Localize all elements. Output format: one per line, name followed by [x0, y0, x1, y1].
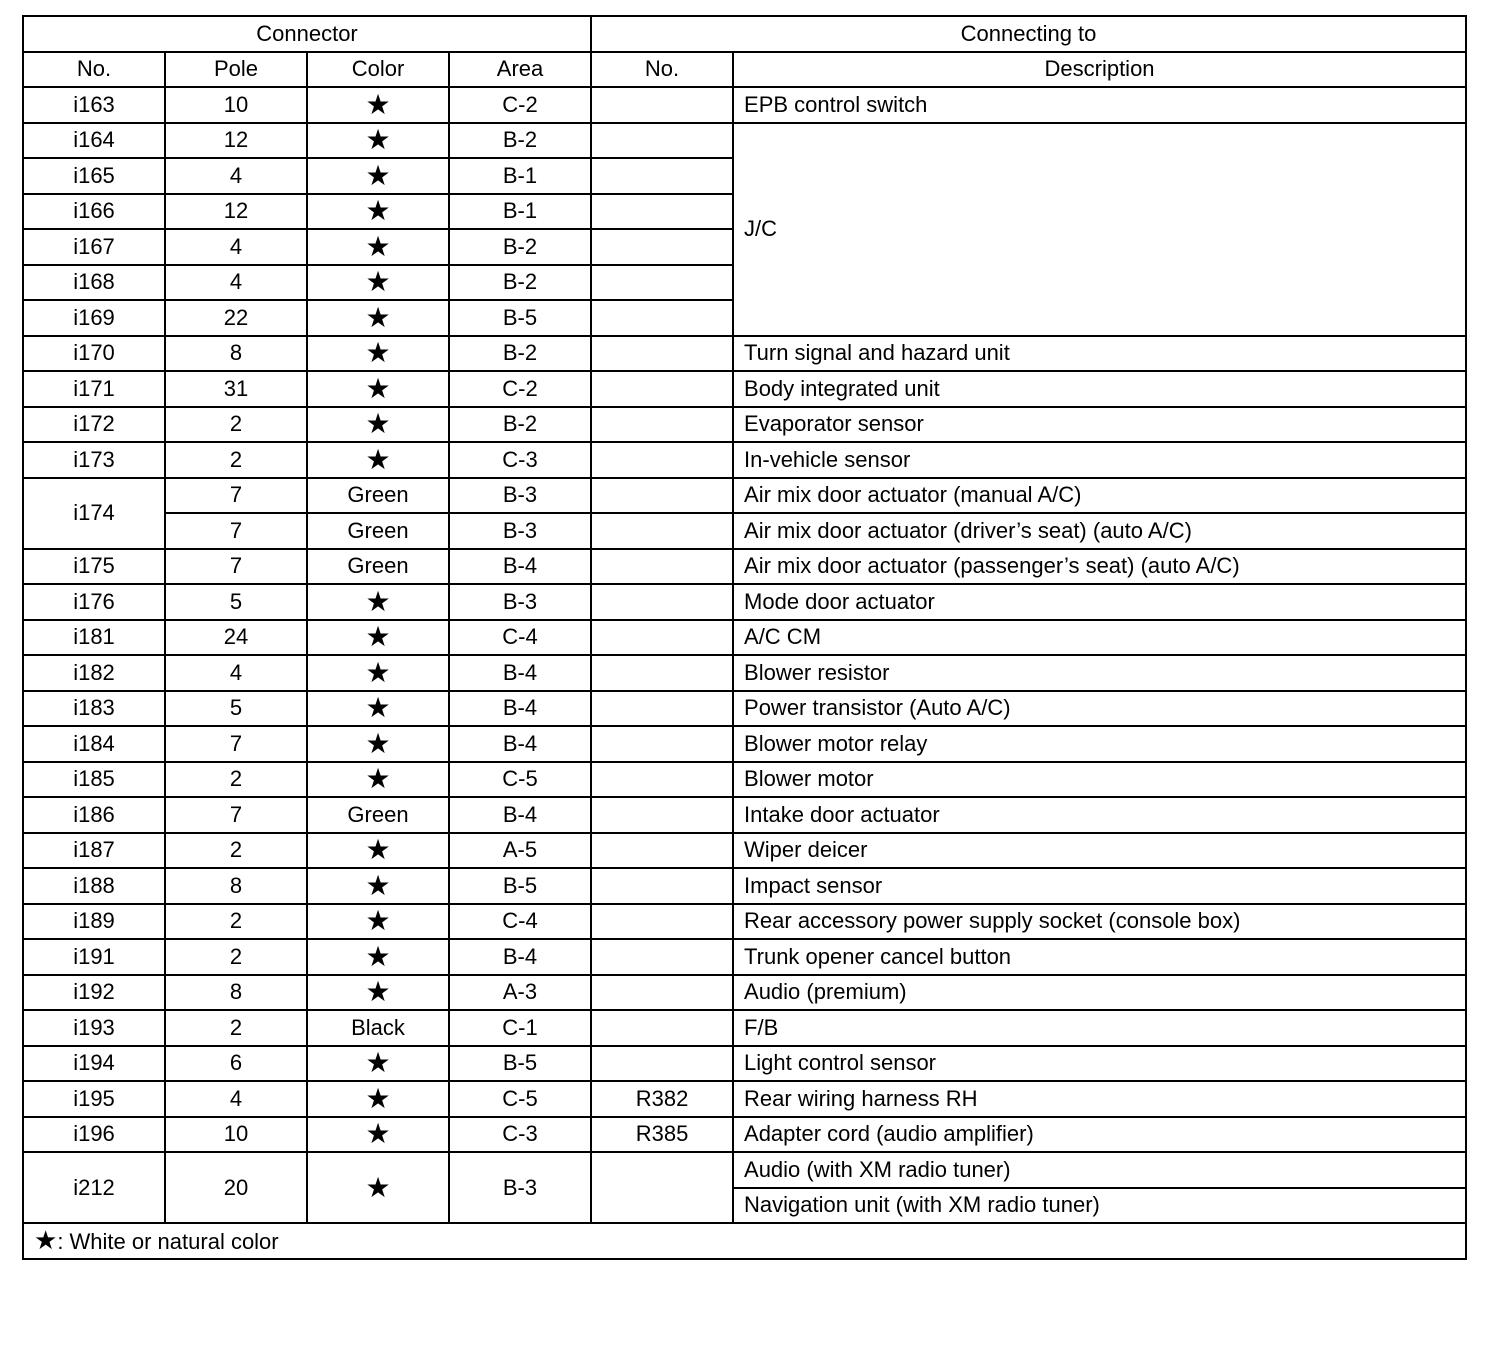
column-header-row [23, 52, 1466, 88]
cell-area: B-4 [449, 726, 591, 762]
header-connecting-to: Connecting to [591, 16, 1466, 52]
cell-description: Body integrated unit [733, 371, 1466, 407]
cell-area: B-4 [449, 549, 591, 585]
cell-color: ★ [307, 336, 449, 372]
cell-connecting-no [591, 975, 733, 1011]
cell-connecting-no [591, 655, 733, 691]
table-row [23, 762, 1466, 798]
cell-area: B-2 [449, 336, 591, 372]
header-description: Description [733, 52, 1466, 88]
cell-description: Blower motor relay [733, 726, 1466, 762]
cell-no: i189 [23, 904, 165, 940]
cell-area: B-5 [449, 300, 591, 336]
cell-no: i212 [23, 1152, 165, 1223]
cell-connecting-no [591, 123, 733, 159]
cell-description: Rear accessory power supply socket (console box) [733, 904, 1466, 940]
cell-pole: 7 [165, 549, 307, 585]
cell-connecting-no [591, 87, 733, 123]
table-row [23, 975, 1466, 1011]
cell-area: B-3 [449, 478, 591, 514]
cell-color: ★ [307, 655, 449, 691]
cell-pole: 6 [165, 1046, 307, 1082]
cell-no: i173 [23, 442, 165, 478]
table-row [23, 442, 1466, 478]
header-connecting-no: No. [591, 52, 733, 88]
legend-text: : White or natural color [57, 1228, 279, 1254]
cell-connecting-no: R382 [591, 1081, 733, 1117]
cell-connecting-no [591, 229, 733, 265]
cell-no: i192 [23, 975, 165, 1011]
cell-pole: 4 [165, 229, 307, 265]
cell-pole: 2 [165, 407, 307, 443]
cell-color: ★ [307, 1152, 449, 1223]
cell-area: C-5 [449, 1081, 591, 1117]
cell-description: Air mix door actuator (driver’s seat) (auto A/C) [733, 513, 1466, 549]
cell-color: Green [307, 797, 449, 833]
cell-area: C-4 [449, 620, 591, 656]
cell-description: Blower motor [733, 762, 1466, 798]
cell-color: ★ [307, 975, 449, 1011]
cell-description: Turn signal and hazard unit [733, 336, 1466, 372]
cell-pole: 4 [165, 265, 307, 301]
cell-pole: 7 [165, 726, 307, 762]
cell-pole: 4 [165, 655, 307, 691]
cell-description: Adapter cord (audio amplifier) [733, 1117, 1466, 1153]
cell-no: i163 [23, 87, 165, 123]
cell-color: ★ [307, 158, 449, 194]
cell-color: Green [307, 478, 449, 514]
table-row [23, 1081, 1466, 1117]
cell-area: B-5 [449, 868, 591, 904]
cell-connecting-no [591, 336, 733, 372]
cell-color: ★ [307, 833, 449, 869]
cell-area: B-2 [449, 265, 591, 301]
cell-no: i164 [23, 123, 165, 159]
cell-no: i171 [23, 371, 165, 407]
cell-description: Light control sensor [733, 1046, 1466, 1082]
cell-description: In-vehicle sensor [733, 442, 1466, 478]
table-row [23, 833, 1466, 869]
cell-description: Air mix door actuator (passenger’s seat) (auto A/C) [733, 549, 1466, 585]
connector-table-container [22, 15, 1465, 1260]
cell-area: C-2 [449, 87, 591, 123]
table-row [23, 1046, 1466, 1082]
cell-pole: 8 [165, 975, 307, 1011]
cell-connecting-no [591, 904, 733, 940]
table-row [23, 620, 1466, 656]
cell-area: B-4 [449, 797, 591, 833]
table-row [23, 939, 1466, 975]
table-row [23, 1010, 1466, 1046]
cell-connecting-no [591, 691, 733, 727]
cell-description: Air mix door actuator (manual A/C) [733, 478, 1466, 514]
cell-no: i195 [23, 1081, 165, 1117]
cell-connecting-no [591, 265, 733, 301]
cell-pole: 2 [165, 904, 307, 940]
cell-description: Navigation unit (with XM radio tuner) [733, 1188, 1466, 1224]
cell-pole: 10 [165, 1117, 307, 1153]
cell-color: ★ [307, 762, 449, 798]
cell-connecting-no: R385 [591, 1117, 733, 1153]
cell-pole: 2 [165, 939, 307, 975]
cell-area: B-4 [449, 655, 591, 691]
table-row [23, 478, 1466, 514]
cell-area: B-3 [449, 584, 591, 620]
cell-no: i182 [23, 655, 165, 691]
cell-area: A-5 [449, 833, 591, 869]
cell-description: Power transistor (Auto A/C) [733, 691, 1466, 727]
cell-color: ★ [307, 584, 449, 620]
cell-color: ★ [307, 691, 449, 727]
cell-description: EPB control switch [733, 87, 1466, 123]
cell-connecting-no [591, 868, 733, 904]
legend-row [23, 1223, 1466, 1259]
cell-connecting-no [591, 194, 733, 230]
table-row [23, 407, 1466, 443]
cell-pole: 12 [165, 123, 307, 159]
cell-color: ★ [307, 371, 449, 407]
cell-pole: 8 [165, 868, 307, 904]
cell-no: i186 [23, 797, 165, 833]
cell-color: ★ [307, 442, 449, 478]
cell-area: C-3 [449, 1117, 591, 1153]
table-row [23, 1117, 1466, 1153]
cell-area: B-2 [449, 123, 591, 159]
cell-pole: 7 [165, 513, 307, 549]
cell-color: ★ [307, 194, 449, 230]
cell-pole: 4 [165, 158, 307, 194]
cell-description: Audio (premium) [733, 975, 1466, 1011]
table-row [23, 868, 1466, 904]
cell-area: C-4 [449, 904, 591, 940]
cell-no: i174 [23, 478, 165, 549]
cell-pole: 8 [165, 336, 307, 372]
cell-area: C-2 [449, 371, 591, 407]
cell-description: Trunk opener cancel button [733, 939, 1466, 975]
cell-color: Green [307, 513, 449, 549]
cell-description: Wiper deicer [733, 833, 1466, 869]
cell-area: C-1 [449, 1010, 591, 1046]
cell-no: i183 [23, 691, 165, 727]
cell-color: ★ [307, 229, 449, 265]
cell-no: i172 [23, 407, 165, 443]
cell-color: ★ [307, 868, 449, 904]
cell-color: Black [307, 1010, 449, 1046]
cell-pole: 5 [165, 584, 307, 620]
cell-color: ★ [307, 407, 449, 443]
header-connector: Connector [23, 16, 591, 52]
legend [23, 1223, 1466, 1259]
cell-connecting-no [591, 300, 733, 336]
cell-no: i168 [23, 265, 165, 301]
table-row [23, 336, 1466, 372]
cell-connecting-no [591, 549, 733, 585]
cell-no: i169 [23, 300, 165, 336]
cell-connecting-no [591, 1046, 733, 1082]
cell-pole: 4 [165, 1081, 307, 1117]
cell-description: Evaporator sensor [733, 407, 1466, 443]
cell-area: B-2 [449, 407, 591, 443]
table-row [23, 584, 1466, 620]
cell-connecting-no [591, 478, 733, 514]
table-row [23, 549, 1466, 585]
cell-color: ★ [307, 1117, 449, 1153]
cell-area: B-4 [449, 691, 591, 727]
table-row [23, 513, 1466, 549]
cell-pole: 2 [165, 1010, 307, 1046]
table-row [23, 123, 1466, 159]
cell-no: i167 [23, 229, 165, 265]
table-row [23, 1152, 1466, 1188]
cell-no: i165 [23, 158, 165, 194]
cell-description: Rear wiring harness RH [733, 1081, 1466, 1117]
cell-description: F/B [733, 1010, 1466, 1046]
cell-color: ★ [307, 87, 449, 123]
cell-color: ★ [307, 265, 449, 301]
cell-pole: 24 [165, 620, 307, 656]
header-no: No. [23, 52, 165, 88]
cell-description: Mode door actuator [733, 584, 1466, 620]
cell-area: A-3 [449, 975, 591, 1011]
cell-connecting-no [591, 1010, 733, 1046]
cell-pole: 2 [165, 833, 307, 869]
cell-area: B-1 [449, 158, 591, 194]
cell-no: i184 [23, 726, 165, 762]
connector-table [22, 15, 1467, 1260]
cell-color: ★ [307, 904, 449, 940]
cell-connecting-no [591, 513, 733, 549]
cell-area: B-3 [449, 1152, 591, 1223]
cell-area: B-3 [449, 513, 591, 549]
cell-pole: 20 [165, 1152, 307, 1223]
cell-area: B-2 [449, 229, 591, 265]
table-row [23, 655, 1466, 691]
cell-pole: 2 [165, 762, 307, 798]
cell-connecting-no [591, 726, 733, 762]
cell-area: C-3 [449, 442, 591, 478]
cell-pole: 2 [165, 442, 307, 478]
cell-description: J/C [733, 123, 1466, 336]
cell-pole: 7 [165, 478, 307, 514]
cell-connecting-no [591, 1152, 733, 1223]
cell-description: Intake door actuator [733, 797, 1466, 833]
cell-description: Impact sensor [733, 868, 1466, 904]
cell-no: i188 [23, 868, 165, 904]
cell-connecting-no [591, 442, 733, 478]
cell-color: ★ [307, 300, 449, 336]
header-pole: Pole [165, 52, 307, 88]
cell-color: ★ [307, 620, 449, 656]
cell-no: i181 [23, 620, 165, 656]
cell-pole: 10 [165, 87, 307, 123]
cell-no: i185 [23, 762, 165, 798]
cell-connecting-no [591, 584, 733, 620]
cell-no: i193 [23, 1010, 165, 1046]
cell-no: i191 [23, 939, 165, 975]
table-row [23, 87, 1466, 123]
cell-connecting-no [591, 371, 733, 407]
cell-color: ★ [307, 939, 449, 975]
cell-color: ★ [307, 726, 449, 762]
cell-no: i170 [23, 336, 165, 372]
cell-description: A/C CM [733, 620, 1466, 656]
cell-pole: 22 [165, 300, 307, 336]
cell-area: B-1 [449, 194, 591, 230]
header-area: Area [449, 52, 591, 88]
cell-connecting-no [591, 407, 733, 443]
cell-area: C-5 [449, 762, 591, 798]
cell-description: Blower resistor [733, 655, 1466, 691]
cell-color: Green [307, 549, 449, 585]
cell-connecting-no [591, 939, 733, 975]
cell-description: Audio (with XM radio tuner) [733, 1152, 1466, 1188]
cell-color: ★ [307, 1081, 449, 1117]
cell-pole: 7 [165, 797, 307, 833]
cell-no: i194 [23, 1046, 165, 1082]
cell-no: i187 [23, 833, 165, 869]
table-row [23, 371, 1466, 407]
cell-area: B-4 [449, 939, 591, 975]
star-icon: ★ [34, 1224, 58, 1255]
table-row [23, 904, 1466, 940]
cell-no: i176 [23, 584, 165, 620]
table-row [23, 691, 1466, 727]
cell-area: B-5 [449, 1046, 591, 1082]
cell-no: i175 [23, 549, 165, 585]
table-row [23, 797, 1466, 833]
table-row [23, 726, 1466, 762]
cell-no: i166 [23, 194, 165, 230]
cell-pole: 31 [165, 371, 307, 407]
cell-color: ★ [307, 123, 449, 159]
cell-connecting-no [591, 797, 733, 833]
cell-connecting-no [591, 762, 733, 798]
cell-connecting-no [591, 833, 733, 869]
cell-connecting-no [591, 158, 733, 194]
cell-connecting-no [591, 620, 733, 656]
group-header-row [23, 16, 1466, 52]
cell-no: i196 [23, 1117, 165, 1153]
cell-color: ★ [307, 1046, 449, 1082]
cell-pole: 12 [165, 194, 307, 230]
header-color: Color [307, 52, 449, 88]
cell-pole: 5 [165, 691, 307, 727]
